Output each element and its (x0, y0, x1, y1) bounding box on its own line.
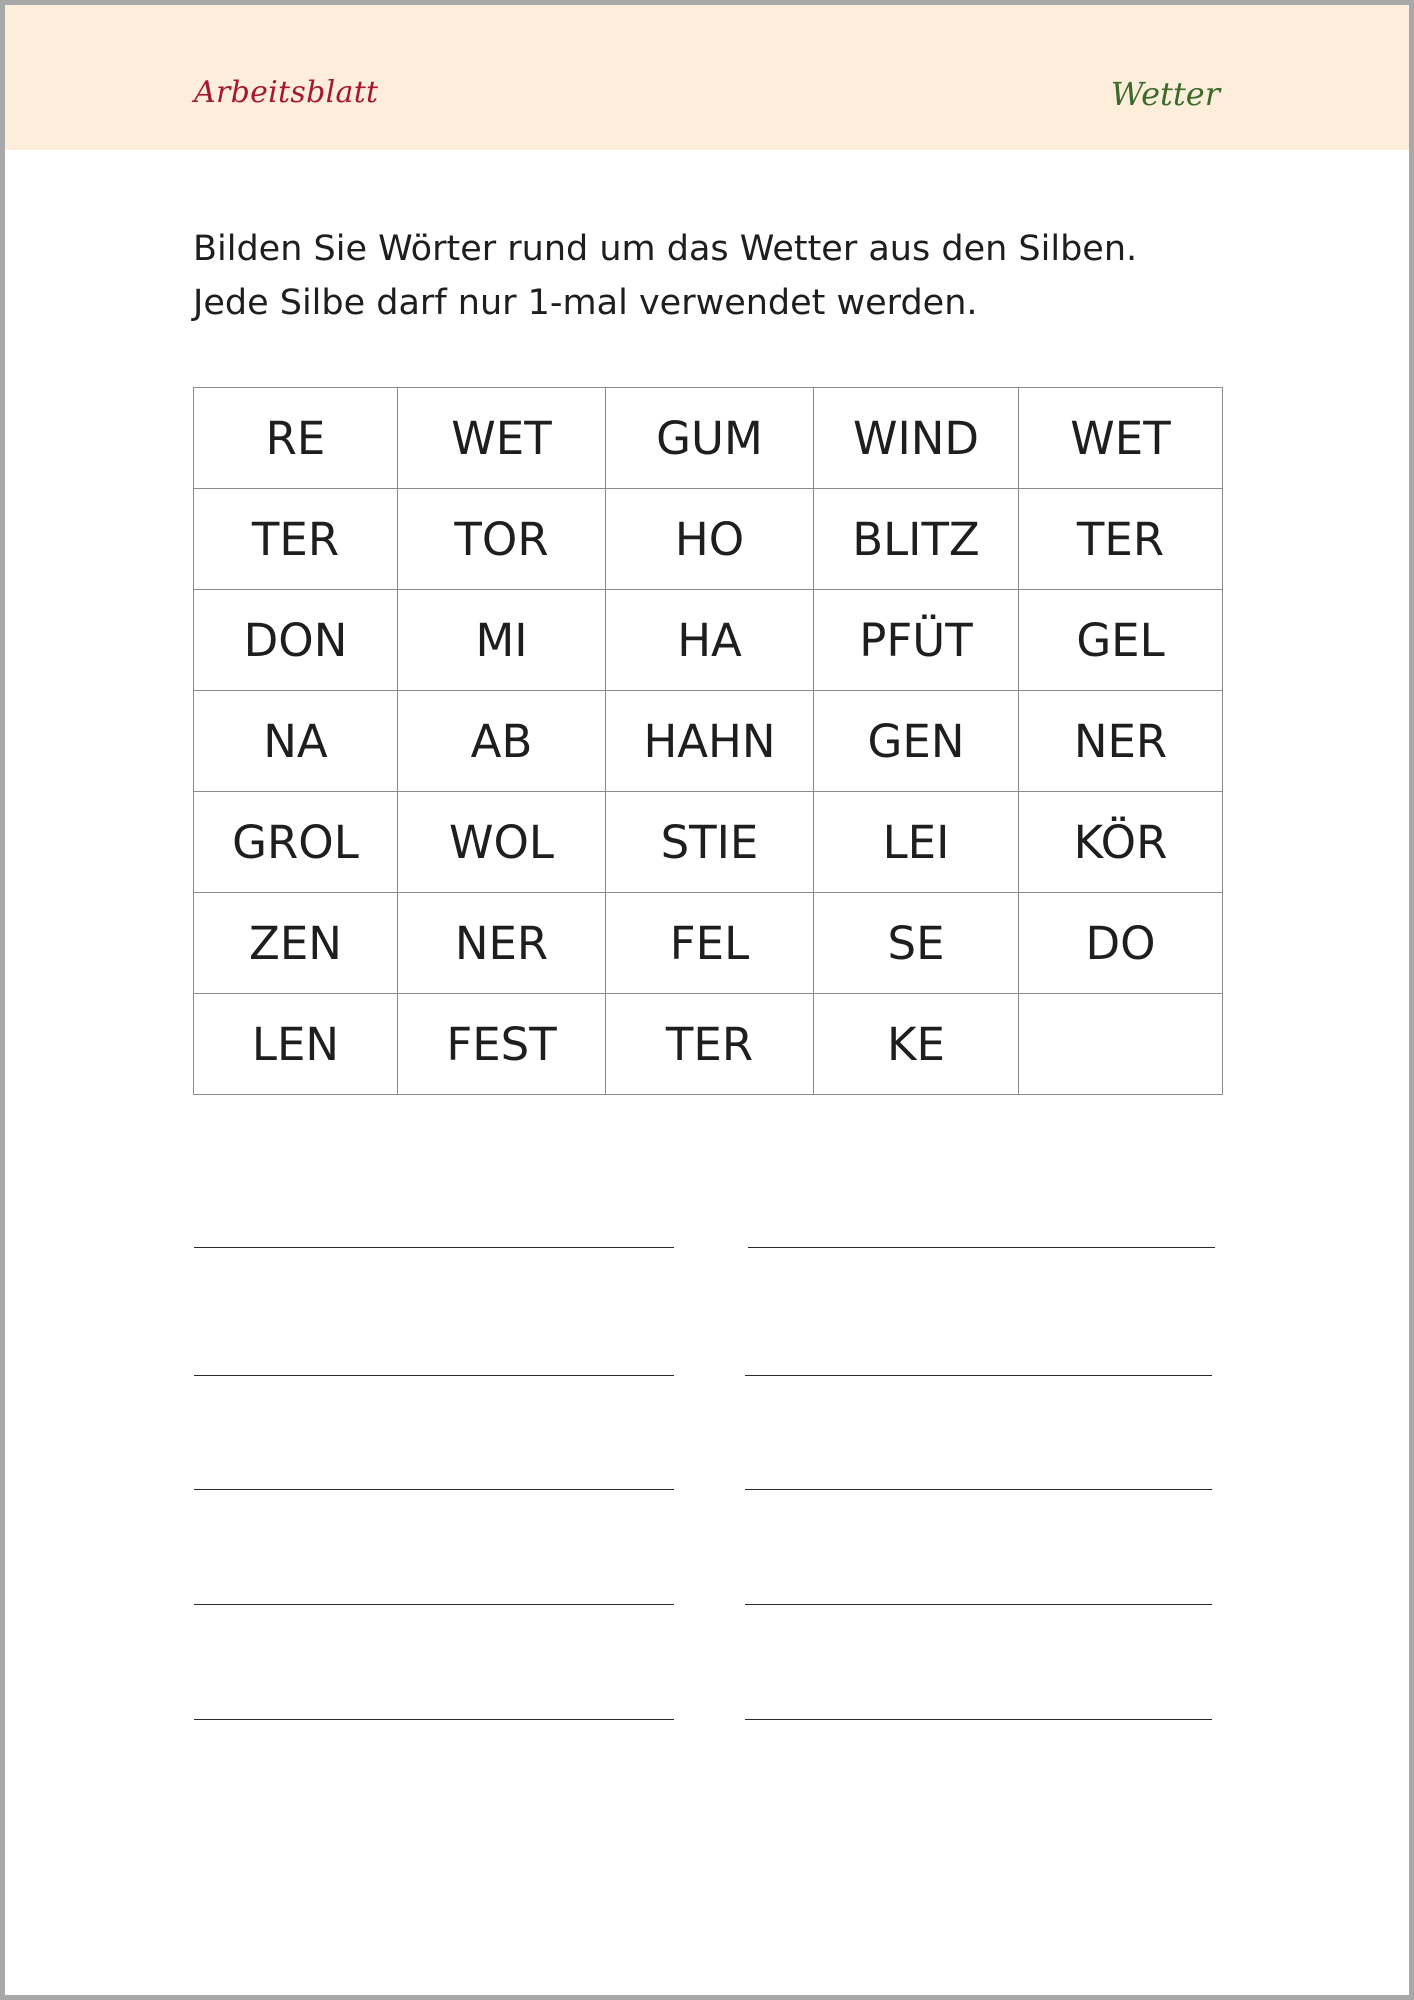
grid-row (194, 489, 1223, 590)
syllable-cell: LEN (194, 994, 398, 1095)
syllable-cell: HAHN (606, 691, 814, 792)
syllable-cell: ZEN (194, 893, 398, 994)
syllable-cell: KÖR (1019, 792, 1223, 893)
answer-line[interactable] (194, 1489, 674, 1490)
grid-row (194, 691, 1223, 792)
syllable-cell: WIND (814, 388, 1019, 489)
answer-line[interactable] (194, 1375, 674, 1376)
syllable-cell: AB (398, 691, 606, 792)
topic-label: Wetter (1110, 75, 1220, 113)
syllable-cell: WET (1019, 388, 1223, 489)
syllable-cell: RE (194, 388, 398, 489)
syllable-cell: HA (606, 590, 814, 691)
page-header (5, 5, 1409, 150)
grid-row (194, 590, 1223, 691)
syllable-cell: MI (398, 590, 606, 691)
instructions (193, 222, 1243, 330)
syllable-cell: GEL (1019, 590, 1223, 691)
answer-line[interactable] (194, 1604, 674, 1605)
grid-row (194, 388, 1223, 489)
syllable-cell: GUM (606, 388, 814, 489)
syllable-cell: GROL (194, 792, 398, 893)
syllable-cell: TOR (398, 489, 606, 590)
answer-line[interactable] (745, 1719, 1212, 1720)
syllable-grid (193, 387, 1223, 1095)
empty-syllable-cell (1019, 994, 1223, 1095)
syllable-cell: FEL (606, 893, 814, 994)
syllable-cell: NER (1019, 691, 1223, 792)
instruction-line-2: Jede Silbe darf nur 1-mal verwendet werden. (193, 283, 978, 323)
syllable-cell: WET (398, 388, 606, 489)
syllable-cell: TER (1019, 489, 1223, 590)
syllable-cell: KE (814, 994, 1019, 1095)
answer-line[interactable] (745, 1489, 1212, 1490)
syllable-cell: PFÜT (814, 590, 1019, 691)
answer-line[interactable] (745, 1604, 1212, 1605)
answer-line[interactable] (194, 1247, 674, 1248)
syllable-cell: SE (814, 893, 1019, 994)
answer-line[interactable] (748, 1247, 1215, 1248)
syllable-cell: BLITZ (814, 489, 1019, 590)
syllable-cell: FEST (398, 994, 606, 1095)
syllable-cell: TER (194, 489, 398, 590)
answer-line[interactable] (194, 1719, 674, 1720)
syllable-cell: DON (194, 590, 398, 691)
grid-row (194, 994, 1223, 1095)
syllable-cell: LEI (814, 792, 1019, 893)
syllable-cell: GEN (814, 691, 1019, 792)
syllable-cell: STIE (606, 792, 814, 893)
instruction-line-1: Bilden Sie Wörter rund um das Wetter aus den Silben. (193, 229, 1138, 269)
syllable-cell: DO (1019, 893, 1223, 994)
grid-row (194, 792, 1223, 893)
worksheet-label: Arbeitsblatt (194, 75, 379, 110)
syllable-cell: NA (194, 691, 398, 792)
syllable-cell: TER (606, 994, 814, 1095)
syllable-cell: WOL (398, 792, 606, 893)
syllable-cell: HO (606, 489, 814, 590)
syllable-cell: NER (398, 893, 606, 994)
grid-row (194, 893, 1223, 994)
answer-line[interactable] (745, 1375, 1212, 1376)
